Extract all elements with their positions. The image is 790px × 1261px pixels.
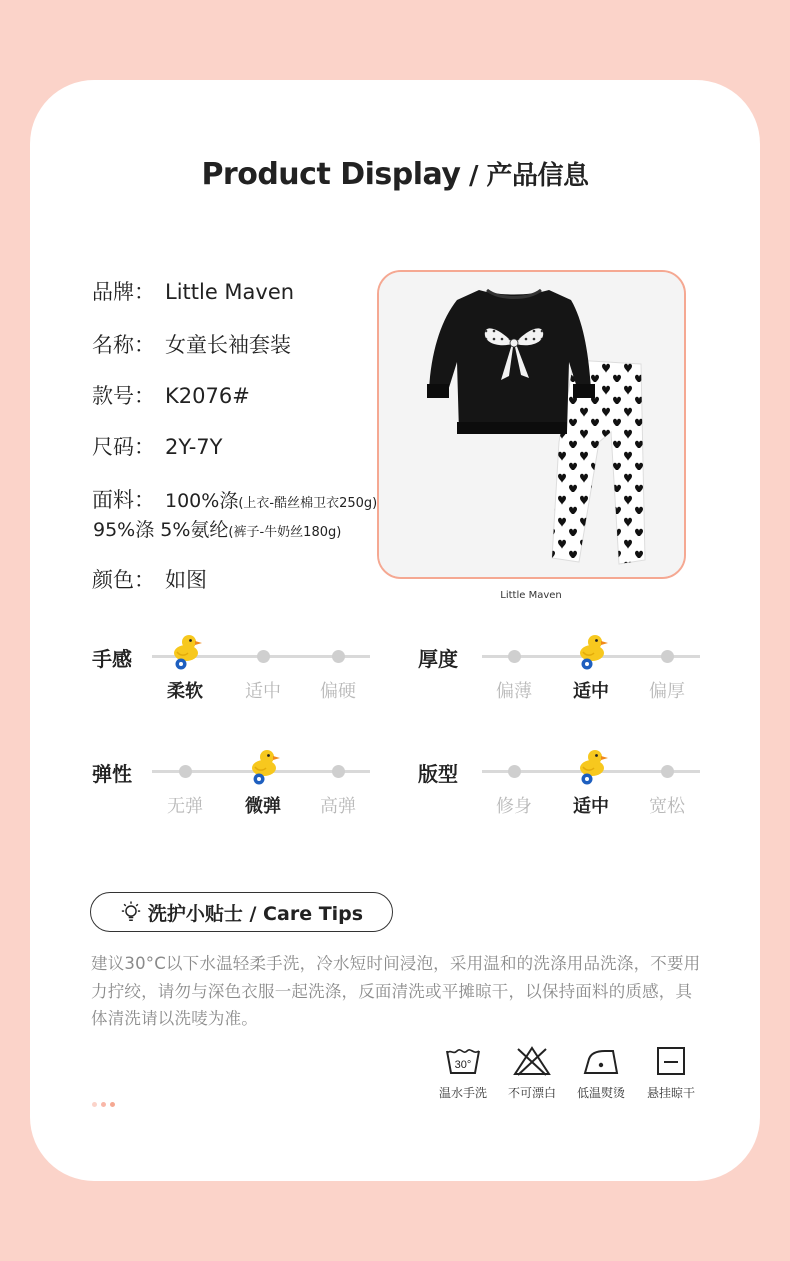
name-value: 女童长袖套装 [165, 333, 291, 357]
scale-option-label: 偏硬 [320, 681, 356, 702]
care-icon-label: 低温熨烫 [576, 1086, 625, 1100]
care-tips-pill [90, 892, 393, 932]
scale-title: 弹性 [92, 762, 132, 786]
fabric-note-1: (上衣-酷丝棉卫衣250g) [238, 496, 378, 511]
fabric-value-1: 100%涤 [165, 490, 239, 512]
care-icon-no-bleach [497, 1045, 567, 1101]
duck-marker-icon [168, 632, 204, 672]
scale-option-label: 偏薄 [496, 681, 532, 702]
photo-caption: Little Maven [500, 590, 562, 601]
fabric-value-2: 95%涤 5%氨纶 [93, 519, 229, 541]
scale-dot [332, 765, 345, 778]
no-bleach-icon [512, 1045, 552, 1077]
title-cn: 产品信息 [486, 161, 589, 191]
info-color [92, 564, 207, 594]
page-title [0, 155, 790, 192]
scale-option-label: 微弹 [245, 796, 281, 817]
scale-dot [508, 650, 521, 663]
fabric-note-2: (裤子-牛奶丝180g) [228, 525, 342, 540]
wash-temp-text: 30° [454, 1059, 472, 1071]
info-name [92, 329, 291, 359]
pagination-dot [110, 1102, 115, 1107]
scale-option-label: 修身 [496, 796, 532, 817]
pagination-dot [92, 1102, 97, 1107]
brand-value: Little Maven [165, 280, 295, 304]
scale-title: 厚度 [418, 647, 458, 671]
care-tips-text: 建议30°C以下水温轻柔手洗，冷水短时间浸泡，采用温和的洗涤用品洗涤，不要用力拧绞，请勿与深色衣服一起洗涤，反面清洗或平摊晾干，以保持面料的质感，具体清洗请以洗唛为准。 [91, 954, 701, 1028]
info-brand [92, 276, 294, 306]
scale-title: 手感 [92, 647, 132, 671]
duck-marker-icon [574, 632, 610, 672]
title-slash: / [460, 161, 487, 191]
duck-marker-icon [574, 747, 610, 787]
care-icon-hand-wash [428, 1045, 498, 1101]
info-fabric [92, 484, 377, 514]
info-size [92, 431, 222, 461]
scale-option-label: 高弹 [320, 796, 356, 817]
scale-option-label: 偏厚 [649, 681, 685, 702]
care-icon-label: 温水手洗 [438, 1086, 487, 1100]
product-photo [377, 270, 686, 579]
low-iron-icon [581, 1045, 621, 1077]
scale-dot [257, 650, 270, 663]
size-label: 尺码： [92, 435, 155, 459]
care-icon-low-iron [566, 1045, 636, 1101]
scale-dot [661, 765, 674, 778]
care-tips-label: 洗护小贴士 / Care Tips [147, 902, 364, 925]
scale-dot [661, 650, 674, 663]
model-value: K2076# [165, 384, 250, 408]
outfit-illustration [379, 272, 684, 577]
scale-dot [332, 650, 345, 663]
lightbulb-icon [120, 900, 142, 924]
name-label: 名称： [92, 333, 155, 357]
hang-dry-icon [651, 1045, 691, 1077]
scale-option-label: 柔软 [167, 681, 203, 702]
scale-option-label: 适中 [245, 681, 281, 702]
scale-title: 版型 [418, 762, 458, 786]
hand-wash-icon [443, 1045, 483, 1077]
color-value: 如图 [165, 568, 207, 592]
info-fabric-2 [93, 515, 341, 542]
scale-dot [508, 765, 521, 778]
care-icon-label: 不可漂白 [507, 1086, 556, 1100]
size-value: 2Y-7Y [165, 435, 223, 459]
fabric-label: 面料： [92, 488, 155, 512]
care-icon-hang-dry [636, 1045, 706, 1101]
color-label: 颜色： [92, 568, 155, 592]
scale-option-label: 宽松 [649, 796, 685, 817]
pagination-dot [101, 1102, 106, 1107]
scale-dot [179, 765, 192, 778]
title-en: Product Display [201, 157, 461, 192]
scale-option-label: 无弹 [167, 796, 203, 817]
brand-label: 品牌： [92, 280, 155, 304]
duck-marker-icon [246, 747, 282, 787]
pagination-dots [92, 1092, 119, 1111]
info-model [92, 380, 250, 410]
scale-option-label: 适中 [573, 681, 609, 702]
model-label: 款号： [92, 384, 155, 408]
scale-option-label: 适中 [573, 796, 609, 817]
care-icon-label: 悬挂晾干 [646, 1086, 695, 1100]
